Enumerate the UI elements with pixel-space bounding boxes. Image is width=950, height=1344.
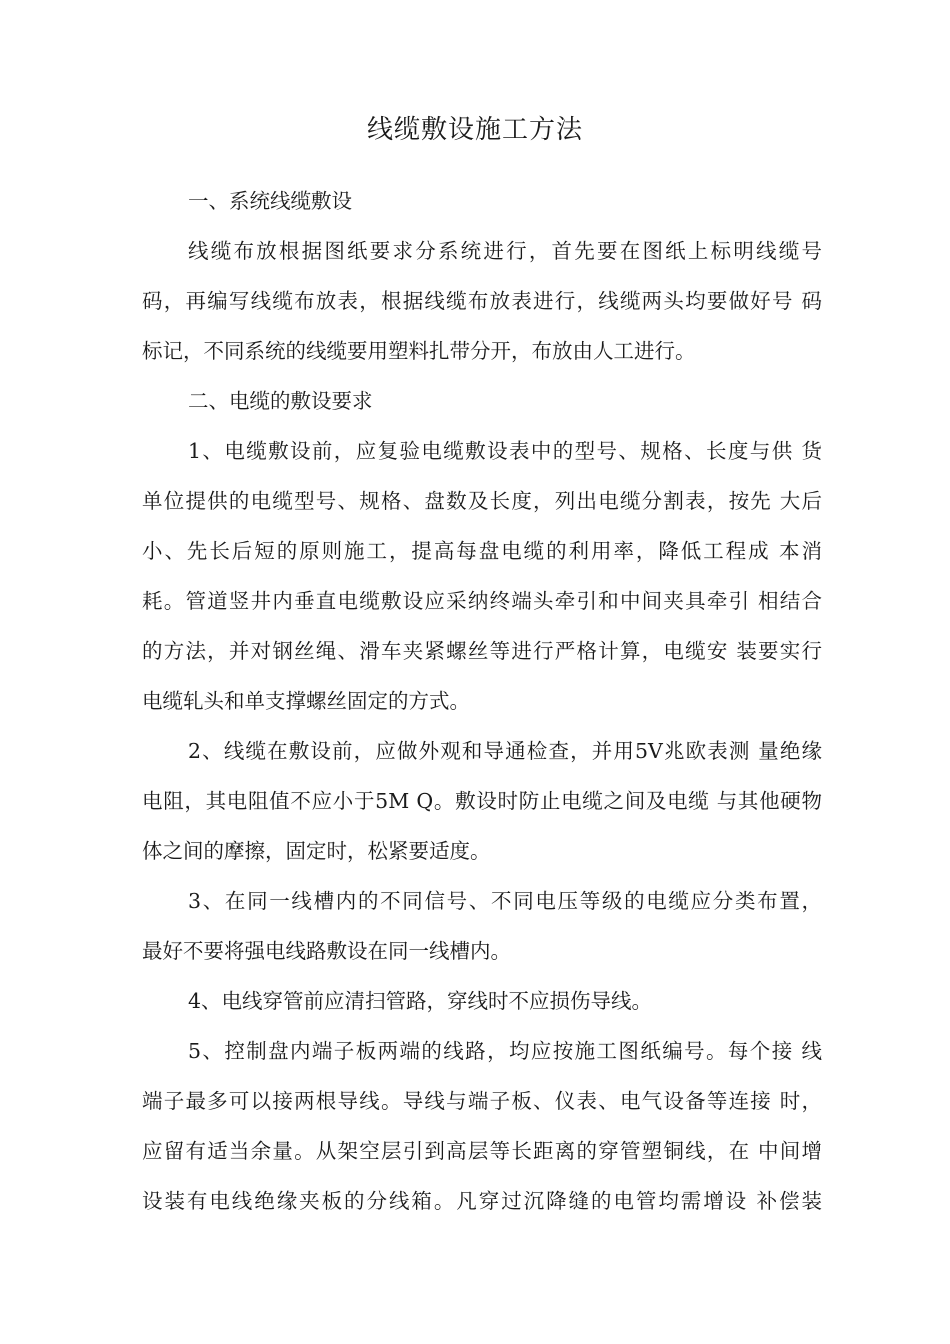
paragraph-line: 单位提供的电缆型号、规格、盘数及长度，列出电缆分割表，按先 大后 (142, 489, 822, 513)
paragraph-line: 电缆轧头和单支撑螺丝固定的方式。 (142, 689, 470, 713)
paragraph-line: 线缆布放根据图纸要求分系统进行，首先要在图纸上标明线缆号 (188, 239, 822, 263)
paragraph-line: 端子最多可以接两根导线。导线与端子板、仪表、电气设备等连接 时， (142, 1089, 822, 1113)
paragraph-line: 1、电缆敷设前，应复验电缆敷设表中的型号、规格、长度与供 货 (188, 439, 822, 463)
document-title: 线缆敷设施工方法 (366, 115, 583, 145)
paragraph-line: 设装有电线绝缘夹板的分线箱。凡穿过沉降缝的电管均需增设 补偿装 (142, 1189, 822, 1213)
paragraph-line: 应留有适当余量。从架空层引到高层等长距离的穿管塑铜线，在 中间增 (142, 1139, 822, 1163)
paragraph-line: 4、电线穿管前应清扫管路，穿线时不应损伤导线。 (188, 989, 653, 1013)
paragraph-line: 码，再编写线缆布放表，根据线缆布放表进行，线缆两头均要做好号 码 (142, 289, 822, 313)
paragraph-line: 2、线缆在敷设前，应做外观和导通检查，并用5V兆欧表测 量绝缘 (188, 739, 822, 763)
section-heading-1: 一、系统线缆敷设 (188, 189, 352, 213)
paragraph-line: 小、先长后短的原则施工，提高每盘电缆的利用率，降低工程成 本消 (142, 539, 822, 563)
paragraph-line: 标记，不同系统的线缆要用塑料扎带分开，布放由人工进行。 (142, 339, 696, 363)
paragraph-line: 体之间的摩擦，固定时，松紧要适度。 (142, 839, 491, 863)
section-heading-2: 二、电缆的敷设要求 (188, 389, 373, 413)
paragraph-line: 5、控制盘内端子板两端的线路，均应按施工图纸编号。每个接 线 (188, 1039, 822, 1063)
paragraph-line: 3、在同一线槽内的不同信号、不同电压等级的电缆应分类布置， (188, 889, 822, 913)
paragraph-line: 的方法，并对钢丝绳、滑车夹紧螺丝等进行严格计算，电缆安 装要实行 (142, 639, 822, 663)
paragraph-line: 最好不要将强电线路敷设在同一线槽内。 (142, 939, 511, 963)
paragraph-line: 耗。管道竖井内垂直电缆敷设应采纳终端头牵引和中间夹具牵引 相结合 (142, 589, 822, 613)
paragraph-line: 电阻，其电阻值不应小于5M Q。敷设时防止电缆之间及电缆 与其他硬物 (142, 789, 822, 813)
